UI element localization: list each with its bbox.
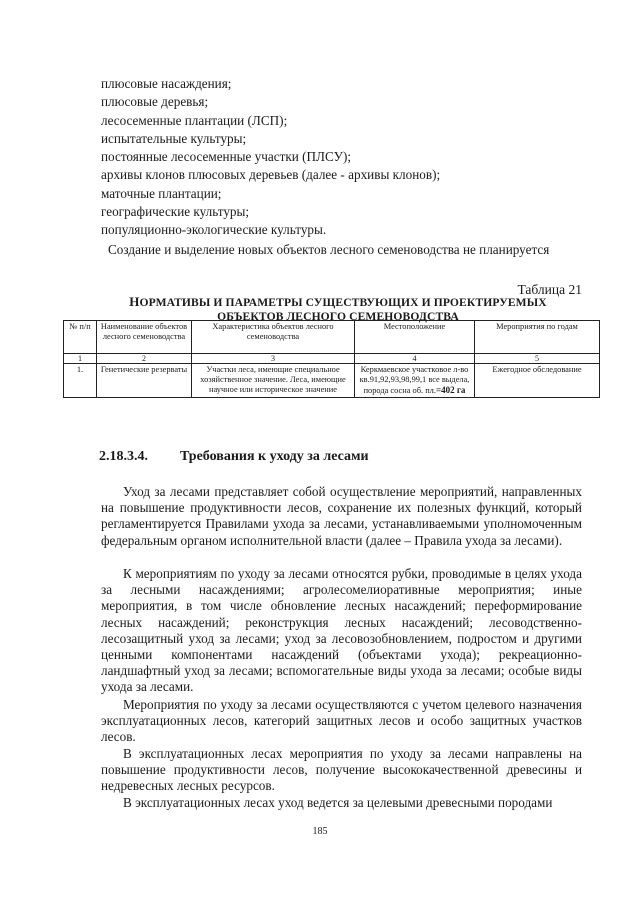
table-title-initial: Н <box>129 294 140 309</box>
list-item: испытательные культуры; <box>101 130 247 146</box>
table-header-cell: Характеристика объектов лесного семеноводства <box>192 321 355 354</box>
list-item: лесосеменные плантации (ЛСП); <box>101 112 288 128</box>
location-area: =402 га <box>435 385 466 395</box>
column-number: 2 <box>97 354 192 364</box>
intro-paragraph: Создание и выделение новых объектов лесного семеноводства не планируется <box>108 242 550 257</box>
paragraph: Мероприятия по уходу за лесами осуществляются с учетом целевого назначения эксплуатационных лесов, категорий защитных лесов и особо защитных участков лесов. <box>101 697 582 745</box>
paragraph: В эксплуатационных лесах уход ведется за целевыми древесными породами <box>123 795 553 810</box>
list-item: архивы клонов плюсовых деревьев (далее - архивы клонов); <box>101 167 441 183</box>
object-name: Генетические резерваты <box>97 364 192 398</box>
seed-objects-list <box>101 75 581 240</box>
list-item: географические культуры; <box>101 204 250 220</box>
list-item: популяционно-экологические культуры. <box>101 222 327 238</box>
location-text: Керкмаевское участковое л-во кв.91,92,93,98,99,1 все выдела, порода сосна об. пл. <box>359 365 470 395</box>
list-item: постоянные лесосеменные участки (ПЛСУ); <box>101 149 352 165</box>
object-measures: Ежегодное обследование <box>475 364 600 398</box>
paragraph: Уход за лесами представляет собой осуществление мероприятий, направленных на повышение продуктивности лесов, сохранение их полезных функций, который регламентируется Правилами ухода за лесами, устанавливаемыми уполномоченным федеральным органом исполнительной власти (далее – Правила ухода за лесами). <box>101 484 582 548</box>
table-column-number-row <box>64 354 600 364</box>
column-number: 5 <box>475 354 600 364</box>
table-header-cell: Наименование объектов лесного семеноводства <box>97 321 192 354</box>
object-location <box>355 364 475 398</box>
column-number: 1 <box>64 354 97 364</box>
table-header-cell: Местоположение <box>355 321 475 354</box>
section-title: Требования к уходу за лесами <box>180 449 369 464</box>
table-row <box>64 364 600 398</box>
list-item: плюсовые насаждения; <box>101 76 232 91</box>
table-caption: Таблица 21 <box>517 282 582 297</box>
column-number: 4 <box>355 354 475 364</box>
list-item: маточные плантации; <box>101 185 222 201</box>
row-number: 1. <box>64 364 97 398</box>
list-item: плюсовые деревья; <box>101 94 209 110</box>
paragraph: В эксплуатационных лесах мероприятия по уходу за лесами направлены на повышение продуктивности лесов, получение высококачественной древесины и недревесных лесных ресурсов. <box>101 746 582 794</box>
object-characteristic: Участки леса, имеющие специальное хозяйственное значение. Леса, имеющие научное или историческое значение <box>192 364 355 398</box>
norms-table <box>63 320 600 398</box>
page-number: 185 <box>312 826 328 837</box>
table-title-text: ОРМАТИВЫ И ПАРАМЕТРЫ СУЩЕСТВУЮЩИХ И ПРОЕКТИРУЕМЫХ ОБЪЕКТОВ ЛЕСНОГО СЕМЕНОВОДСТВА <box>139 296 547 323</box>
table-header-cell: Мероприятия по годам <box>475 321 600 354</box>
column-number: 3 <box>192 354 355 364</box>
section-number: 2.18.3.4. <box>99 449 148 464</box>
table-header-cell: № п/п <box>64 321 97 354</box>
table-header-row <box>64 321 600 354</box>
paragraph: К мероприятиям по уходу за лесами относятся рубки, проводимые в целях ухода за лесными насаждениями; агролесомелиоративные мероприятия; иные мероприятия, в том числе обновление лесных насаждений; переформирование лесных насаждений; реконструкция лесных насаждений; лесоводственно-лесозащитный уход за лесами; уход за лесовозобновлением, подростом и другими ценными компонентами насаждений (объектами ухода); рекреационно-ландшафтный уход за лесами; вспомогательные виды ухода за лесами; особые виды ухода за лесами. <box>101 566 582 695</box>
